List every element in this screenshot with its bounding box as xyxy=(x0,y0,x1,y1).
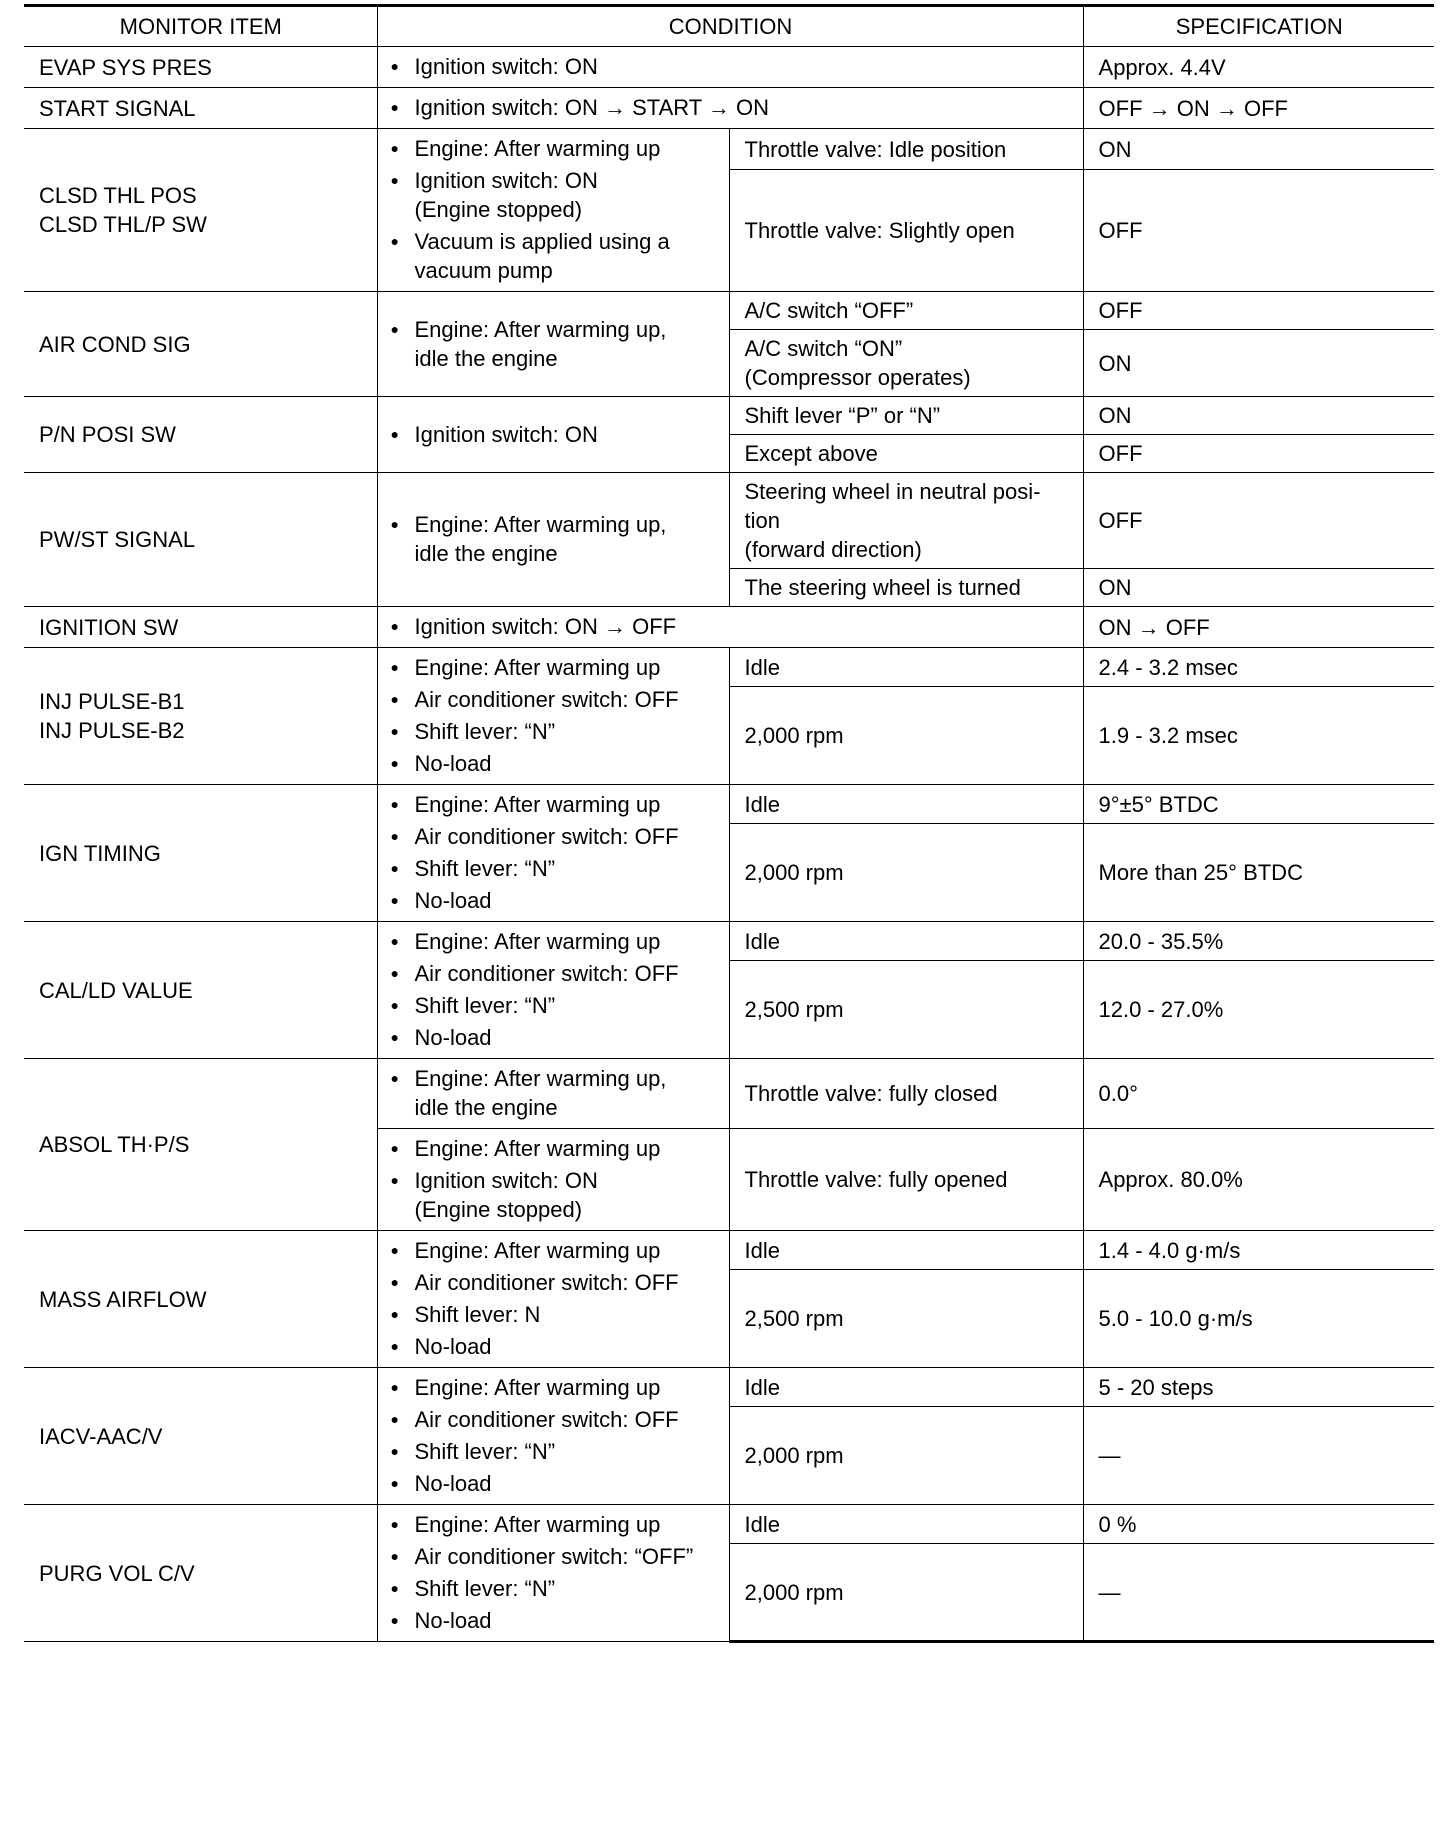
condition-bullet: ● Shift lever: N xyxy=(391,1300,715,1329)
condition-list xyxy=(391,420,715,449)
condition-bullet: ● Ignition switch: ON xyxy=(391,420,715,449)
condition-bullet: ● Engine: After warming up xyxy=(391,790,715,819)
specification-cell: 5.0 - 10.0 g·m/s xyxy=(1083,1270,1434,1368)
sub-condition-cell: A/C switch “OFF” xyxy=(729,292,1083,330)
sub-condition-cell: The steering wheel is turned xyxy=(729,569,1083,607)
condition-list xyxy=(391,1134,715,1224)
table-row xyxy=(24,129,1434,170)
table-row xyxy=(24,88,1434,129)
condition-bullet: ● Vacuum is applied using a vacuum pump xyxy=(391,227,715,285)
condition-cell xyxy=(377,473,729,607)
specification-cell: — xyxy=(1083,1544,1434,1642)
header-row xyxy=(24,6,1434,47)
condition-bullet: ● Air conditioner switch: OFF xyxy=(391,685,715,714)
table-row xyxy=(24,292,1434,330)
condition-bullet: ● No-load xyxy=(391,749,715,778)
condition-cell xyxy=(377,1059,729,1129)
condition-cell xyxy=(377,785,729,922)
sub-condition-cell: Idle xyxy=(729,922,1083,961)
condition-bullet: ● Engine: After warming up xyxy=(391,1373,715,1402)
specification-cell: 9°±5° BTDC xyxy=(1083,785,1434,824)
condition-list xyxy=(391,612,1069,641)
header-condition: CONDITION xyxy=(377,6,1083,47)
condition-bullet: ● Air conditioner switch: OFF xyxy=(391,1268,715,1297)
sub-condition-cell: Throttle valve: fully closed xyxy=(729,1059,1083,1129)
specification-cell: Approx. 80.0% xyxy=(1083,1129,1434,1231)
table-header xyxy=(24,6,1434,47)
specification-cell: More than 25° BTDC xyxy=(1083,824,1434,922)
sub-condition-cell: Steering wheel in neutral posi- tion (forward direction) xyxy=(729,473,1083,569)
condition-list xyxy=(391,653,715,778)
table-row xyxy=(24,922,1434,961)
condition-cell xyxy=(377,1129,729,1231)
header-specification: SPECIFICATION xyxy=(1083,6,1434,47)
monitor-item-cell: P/N POSI SW xyxy=(24,397,377,473)
condition-bullet: ● Ignition switch: ON → OFF xyxy=(391,612,1069,641)
table-row xyxy=(24,607,1434,648)
specification-cell: ON xyxy=(1083,129,1434,170)
sub-condition-cell: Throttle valve: fully opened xyxy=(729,1129,1083,1231)
specification-cell: OFF xyxy=(1083,473,1434,569)
condition-bullet: ● No-load xyxy=(391,1332,715,1361)
monitor-item-cell: EVAP SYS PRES xyxy=(24,47,377,88)
table-row xyxy=(24,1368,1434,1407)
sub-condition-cell: Throttle valve: Slightly open xyxy=(729,170,1083,292)
condition-bullet: ● Air conditioner switch: OFF xyxy=(391,822,715,851)
condition-bullet: ● Ignition switch: ON (Engine stopped) xyxy=(391,166,715,224)
specification-cell: 1.9 - 3.2 msec xyxy=(1083,687,1434,785)
monitor-item-cell: INJ PULSE-B1 INJ PULSE-B2 xyxy=(24,648,377,785)
condition-cell xyxy=(377,922,729,1059)
table-row xyxy=(24,47,1434,88)
condition-bullet: ● Engine: After warming up xyxy=(391,1134,715,1163)
specification-cell: OFF xyxy=(1083,170,1434,292)
specification-cell: 5 - 20 steps xyxy=(1083,1368,1434,1407)
condition-bullet: ● Air conditioner switch: OFF xyxy=(391,959,715,988)
table-row xyxy=(24,1231,1434,1270)
condition-cell xyxy=(377,1505,729,1642)
sub-condition-cell: 2,000 rpm xyxy=(729,824,1083,922)
condition-bullet: ● Air conditioner switch: “OFF” xyxy=(391,1542,715,1571)
condition-list xyxy=(391,510,715,568)
condition-list xyxy=(391,1064,715,1122)
condition-bullet: ● Engine: After warming up xyxy=(391,927,715,956)
condition-bullet: ● Engine: After warming up, idle the engine xyxy=(391,1064,715,1122)
condition-bullet: ● Ignition switch: ON → START → ON xyxy=(391,93,1069,122)
sub-condition-cell: A/C switch “ON” (Compressor operates) xyxy=(729,330,1083,397)
specification-cell: ON → OFF xyxy=(1083,607,1434,648)
sub-condition-cell: Idle xyxy=(729,648,1083,687)
sub-condition-cell: Except above xyxy=(729,435,1083,473)
condition-cell xyxy=(377,129,729,292)
condition-bullet: ● Ignition switch: ON xyxy=(391,52,1069,81)
monitor-item-cell: AIR COND SIG xyxy=(24,292,377,397)
condition-bullet: ● Engine: After warming up xyxy=(391,1510,715,1539)
condition-bullet: ● Engine: After warming up xyxy=(391,653,715,682)
monitor-item-cell: ABSOL TH·P/S xyxy=(24,1059,377,1231)
condition-cell xyxy=(377,607,1083,648)
condition-list xyxy=(391,790,715,915)
condition-list xyxy=(391,1236,715,1361)
monitor-item-cell: CLSD THL POS CLSD THL/P SW xyxy=(24,129,377,292)
condition-list xyxy=(391,134,715,285)
monitor-item-cell: CAL/LD VALUE xyxy=(24,922,377,1059)
sub-condition-cell: Shift lever “P” or “N” xyxy=(729,397,1083,435)
condition-cell xyxy=(377,292,729,397)
condition-bullet: ● No-load xyxy=(391,1606,715,1635)
condition-bullet: ● Engine: After warming up xyxy=(391,134,715,163)
specification-cell: — xyxy=(1083,1407,1434,1505)
monitor-item-cell: START SIGNAL xyxy=(24,88,377,129)
table-row xyxy=(24,1059,1434,1129)
condition-list xyxy=(391,1373,715,1498)
condition-bullet: ● No-load xyxy=(391,1469,715,1498)
table-row xyxy=(24,397,1434,435)
sub-condition-cell: Idle xyxy=(729,1368,1083,1407)
condition-cell xyxy=(377,648,729,785)
sub-condition-cell: 2,000 rpm xyxy=(729,687,1083,785)
condition-cell xyxy=(377,1368,729,1505)
sub-condition-cell: Idle xyxy=(729,1505,1083,1544)
condition-bullet: ● Engine: After warming up, idle the engine xyxy=(391,315,715,373)
condition-bullet: ● No-load xyxy=(391,1023,715,1052)
condition-bullet: ● Shift lever: “N” xyxy=(391,717,715,746)
sub-condition-cell: 2,500 rpm xyxy=(729,961,1083,1059)
sub-condition-cell: Idle xyxy=(729,785,1083,824)
header-monitor-item: MONITOR ITEM xyxy=(24,6,377,47)
condition-bullet: ● Air conditioner switch: OFF xyxy=(391,1405,715,1434)
monitor-item-cell: MASS AIRFLOW xyxy=(24,1231,377,1368)
sub-condition-cell: 2,000 rpm xyxy=(729,1407,1083,1505)
specification-cell: ON xyxy=(1083,569,1434,607)
condition-list xyxy=(391,52,1069,81)
specification-cell: 2.4 - 3.2 msec xyxy=(1083,648,1434,687)
condition-bullet: ● Shift lever: “N” xyxy=(391,991,715,1020)
specification-cell: 0 % xyxy=(1083,1505,1434,1544)
monitor-item-cell: IGN TIMING xyxy=(24,785,377,922)
condition-list xyxy=(391,315,715,373)
sub-condition-cell: 2,500 rpm xyxy=(729,1270,1083,1368)
sub-condition-cell: Throttle valve: Idle position xyxy=(729,129,1083,170)
monitor-item-cell: IACV-AAC/V xyxy=(24,1368,377,1505)
monitor-item-cell: IGNITION SW xyxy=(24,607,377,648)
specification-cell: 12.0 - 27.0% xyxy=(1083,961,1434,1059)
monitor-item-cell: PW/ST SIGNAL xyxy=(24,473,377,607)
specification-cell: Approx. 4.4V xyxy=(1083,47,1434,88)
specification-cell: OFF → ON → OFF xyxy=(1083,88,1434,129)
table-row xyxy=(24,648,1434,687)
specification-cell: OFF xyxy=(1083,435,1434,473)
table-row xyxy=(24,473,1434,569)
condition-bullet: ● Shift lever: “N” xyxy=(391,1574,715,1603)
condition-list xyxy=(391,93,1069,122)
condition-cell xyxy=(377,88,1083,129)
sub-condition-cell: 2,000 rpm xyxy=(729,1544,1083,1642)
specification-cell: ON xyxy=(1083,330,1434,397)
specification-cell: 0.0° xyxy=(1083,1059,1434,1129)
condition-cell xyxy=(377,1231,729,1368)
table-row xyxy=(24,785,1434,824)
condition-cell xyxy=(377,397,729,473)
sub-condition-cell: Idle xyxy=(729,1231,1083,1270)
condition-list xyxy=(391,927,715,1052)
specification-cell: 1.4 - 4.0 g·m/s xyxy=(1083,1231,1434,1270)
condition-bullet: ● Shift lever: “N” xyxy=(391,1437,715,1466)
table-row xyxy=(24,1505,1434,1544)
table-body xyxy=(24,47,1434,1642)
monitor-spec-table xyxy=(24,4,1434,1643)
specification-cell: OFF xyxy=(1083,292,1434,330)
specification-cell: ON xyxy=(1083,397,1434,435)
condition-bullet: ● Ignition switch: ON (Engine stopped) xyxy=(391,1166,715,1224)
condition-bullet: ● No-load xyxy=(391,886,715,915)
condition-bullet: ● Shift lever: “N” xyxy=(391,854,715,883)
condition-list xyxy=(391,1510,715,1635)
condition-bullet: ● Engine: After warming up, idle the engine xyxy=(391,510,715,568)
monitor-item-cell: PURG VOL C/V xyxy=(24,1505,377,1642)
condition-bullet: ● Engine: After warming up xyxy=(391,1236,715,1265)
specification-cell: 20.0 - 35.5% xyxy=(1083,922,1434,961)
condition-cell xyxy=(377,47,1083,88)
